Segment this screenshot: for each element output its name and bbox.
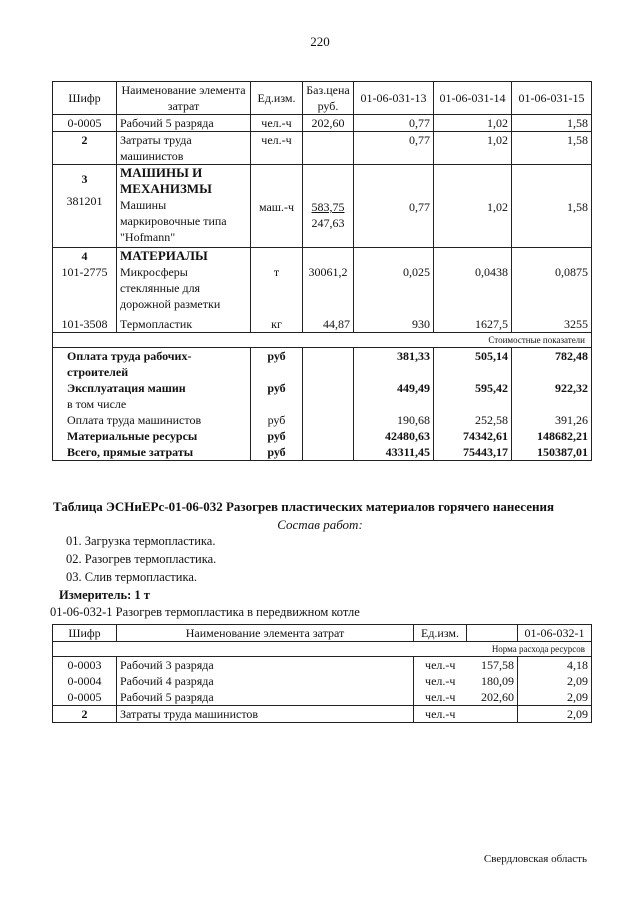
operation-item: 02. Разогрев термопластика. xyxy=(66,552,217,566)
row-name: Рабочий 3 разряда xyxy=(120,658,214,672)
material-value: 3255 xyxy=(564,317,588,331)
operation-item: 03. Слив термопластика. xyxy=(66,570,198,584)
header-unit: Ед.изм. xyxy=(251,82,303,115)
row-unit xyxy=(251,248,303,333)
machine-value: 1,58 xyxy=(567,200,588,214)
cost-value: 43311,45 xyxy=(385,445,430,459)
row-code: 0-0004 xyxy=(67,674,102,688)
header-col-15: 01-06-031-15 xyxy=(512,82,592,115)
header-code: Шифр xyxy=(53,625,117,642)
resource-table-031 xyxy=(52,81,592,461)
material-price: 44,87 xyxy=(323,317,350,331)
row-code: 0-0005 xyxy=(67,690,102,704)
row-name: Рабочий 4 разряда xyxy=(120,674,214,688)
header-col-13: 01-06-031-13 xyxy=(354,82,434,115)
section-subtitle: Состав работ: xyxy=(277,517,363,532)
cost-unit: руб xyxy=(267,381,286,395)
cost-unit: руб xyxy=(267,413,286,427)
row-price: 202,60 xyxy=(303,115,354,132)
row-price xyxy=(303,248,354,333)
cost-empty xyxy=(303,348,354,461)
row-value xyxy=(434,248,512,333)
cost-name: Оплата труда рабочих-строителей xyxy=(67,349,192,379)
machine-price-2: 247,63 xyxy=(311,216,345,230)
header-code: Шифр xyxy=(53,82,117,115)
row-value: 0,77 xyxy=(354,132,434,165)
cost-sub: в том числе xyxy=(67,397,127,411)
cost-values xyxy=(434,348,512,461)
cost-rows xyxy=(53,348,592,461)
cost-value: 148682,21 xyxy=(537,429,588,443)
table-row xyxy=(53,132,592,165)
cost-label-row xyxy=(53,333,592,348)
cost-value: 42480,63 xyxy=(385,429,430,443)
table-row xyxy=(53,115,592,132)
row-unit: чел.-ч xyxy=(251,132,303,165)
material-value: 0,0438 xyxy=(475,265,508,279)
cost-name: Оплата труда машинистов xyxy=(67,413,202,427)
material-name: Термопластик xyxy=(120,317,193,331)
row-unit: чел.-ч xyxy=(425,658,456,672)
machine-name: Машины маркировочные типа "Hofmann" xyxy=(120,198,227,244)
material-unit: кг xyxy=(271,317,282,331)
row-name xyxy=(117,248,251,333)
cost-unit: руб xyxy=(267,349,286,363)
norm-label: Норма расхода ресурсов xyxy=(53,642,592,657)
row-value xyxy=(434,165,512,248)
row-unit: чел.-ч xyxy=(414,706,467,723)
row-names xyxy=(117,657,414,706)
row-value xyxy=(512,165,592,248)
row-value: 0,77 xyxy=(354,115,434,132)
table-row xyxy=(53,165,592,248)
row-name: Затраты труда машинистов xyxy=(117,132,251,165)
cost-values xyxy=(512,348,592,461)
machine-price: 583,75 xyxy=(311,200,345,214)
cost-units xyxy=(251,348,303,461)
resource-table-032 xyxy=(52,624,592,723)
header-unit: Ед.изм. xyxy=(414,625,467,642)
row-units xyxy=(414,657,467,706)
row-value: 1,58 xyxy=(512,132,592,165)
cost-value: 74342,61 xyxy=(463,429,508,443)
row-value: 4,18 xyxy=(567,658,588,672)
measure-unit: Измеритель: 1 т xyxy=(59,588,150,602)
row-value xyxy=(354,248,434,333)
cost-unit: руб xyxy=(267,445,286,459)
machine-code: 381201 xyxy=(66,194,103,208)
material-name: Микросферы стеклянные для дорожной разметки xyxy=(120,265,221,311)
row-code xyxy=(53,248,117,333)
cost-value: 190,68 xyxy=(397,413,430,427)
row-price: 157,58 xyxy=(481,658,514,672)
row-codes xyxy=(53,657,117,706)
row-code: 2 xyxy=(53,706,117,723)
header-col-1: 01-06-032-1 xyxy=(518,625,592,642)
row-price xyxy=(303,165,354,248)
material-code: 101-3508 xyxy=(61,317,108,331)
header-col-14: 01-06-031-14 xyxy=(434,82,512,115)
table-row xyxy=(53,706,592,723)
row-name: Затраты труда машинистов xyxy=(117,706,414,723)
group-code: 3 xyxy=(81,172,88,186)
cost-value: 381,33 xyxy=(397,349,430,363)
machine-unit: маш.-ч xyxy=(258,200,295,214)
row-unit: чел.-ч xyxy=(425,674,456,688)
header-name: Наименование элемента затрат xyxy=(117,82,251,115)
material-code: 101-2775 xyxy=(61,265,108,279)
cost-value: 782,48 xyxy=(555,349,588,363)
cost-label: Стоимостные показатели xyxy=(53,333,592,348)
cost-unit: руб xyxy=(267,429,286,443)
material-price: 30061,2 xyxy=(308,265,348,279)
cost-value: 391,26 xyxy=(555,413,588,427)
row-unit: чел.-ч xyxy=(425,690,456,704)
norm-code-line: 01-06-032-1 Разогрев термопластика в передвижном котле xyxy=(50,605,360,619)
row-code: 0-0005 xyxy=(53,115,117,132)
row-name xyxy=(117,165,251,248)
table-header-row xyxy=(53,82,592,115)
material-value: 930 xyxy=(412,317,430,331)
footer-region: Свердловская область xyxy=(483,853,587,865)
row-value xyxy=(354,165,434,248)
cost-value: 252,58 xyxy=(475,413,508,427)
section-title: Таблица ЭСНиЕРс-01-06-032 Разогрев пластических материалов горячего нанесения xyxy=(53,499,554,514)
page-number: 220 xyxy=(310,34,330,49)
row-value: 2,09 xyxy=(567,690,588,704)
machine-value: 0,77 xyxy=(409,200,430,214)
header-blank xyxy=(467,625,518,642)
cost-names xyxy=(53,348,251,461)
cost-name: Материальные ресурсы xyxy=(67,429,198,443)
group-code: 4 xyxy=(81,249,88,263)
cost-name: Всего, прямые затраты xyxy=(67,445,194,459)
cost-name: Эксплуатация машин xyxy=(67,381,186,395)
table-row xyxy=(53,248,592,333)
row-unit xyxy=(251,165,303,248)
row-value: 2,09 xyxy=(567,674,588,688)
row-value: 1,02 xyxy=(434,132,512,165)
cost-value: 595,42 xyxy=(475,381,508,395)
cost-value: 922,32 xyxy=(555,381,588,395)
row-value: 1,02 xyxy=(434,115,512,132)
group-title: МАШИНЫ И МЕХАНИЗМЫ xyxy=(120,165,212,196)
row-code xyxy=(53,165,117,248)
row-value: 1,58 xyxy=(512,115,592,132)
cost-value: 449,49 xyxy=(397,381,430,395)
row-unit: чел.-ч xyxy=(251,115,303,132)
row-value xyxy=(512,248,592,333)
header-price: Баз.цена руб. xyxy=(303,82,354,115)
row-values xyxy=(518,657,592,706)
group-title: МАТЕРИАЛЫ xyxy=(120,248,208,263)
material-value: 1627,5 xyxy=(475,317,508,331)
row-prices xyxy=(467,657,518,706)
operation-item: 01. Загрузка термопластика. xyxy=(66,534,216,548)
table-header-row xyxy=(53,625,592,642)
row-value: 2,09 xyxy=(518,706,592,723)
machine-value: 1,02 xyxy=(487,200,508,214)
norm-label-row xyxy=(53,642,592,657)
cost-value: 150387,01 xyxy=(537,445,588,459)
cost-value: 75443,17 xyxy=(463,445,508,459)
material-value: 0,0875 xyxy=(555,265,588,279)
row-price xyxy=(467,706,518,723)
row-price: 180,09 xyxy=(481,674,514,688)
header-name: Наименование элемента затрат xyxy=(117,625,414,642)
row-price xyxy=(303,132,354,165)
row-name: Рабочий 5 разряда xyxy=(117,115,251,132)
row-price: 202,60 xyxy=(481,690,514,704)
row-code: 2 xyxy=(53,132,117,165)
material-value: 0,025 xyxy=(403,265,430,279)
cost-values xyxy=(354,348,434,461)
material-unit: т xyxy=(273,265,280,279)
row-name: Рабочий 5 разряда xyxy=(120,690,214,704)
row-code: 0-0003 xyxy=(67,658,102,672)
table-rows xyxy=(53,657,592,706)
cost-value: 505,14 xyxy=(475,349,508,363)
